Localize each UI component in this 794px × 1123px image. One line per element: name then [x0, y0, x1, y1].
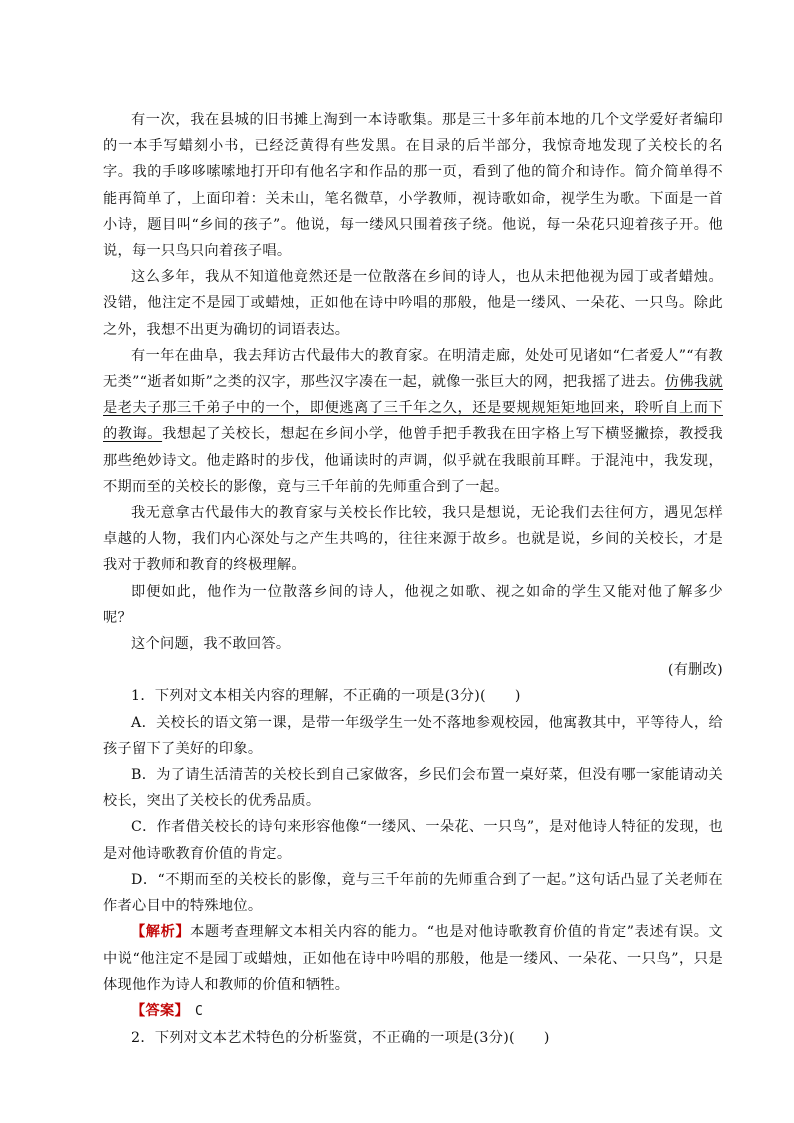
- passage-paragraph-3-end: 我想起了关校长，想起在乡间小学，他曾手把手教我在田字格上写下横竖撇捺，教授我那些绝妙诗文。他走路时的步伐，他诵读时的声调，似乎就在我眼前耳畔。于混沌中，我发现，不期而至的关校长的影像，竟与三千年前的先师重合到了一起。: [103, 426, 723, 495]
- question-1: 1．下列对文本相关内容的理解，不正确的一项是(3分)( ): [131, 688, 521, 705]
- passage-paragraph-1: 有一次，我在县城的旧书摊上淘到一本诗歌集。那是三十多年前本地的几个文学爱好者编印的一本手写蜡刻小书，已经泛黄得有些发黑。在目录的后半部分，我惊奇地发现了关校长的名字。我的手哆哆嗦嗦地打开印有他名字和作品的那一页，看到了他的简介和诗作。简介简单得不能再简单了，上面印着：关未山，笔名微草，小学教师，视诗歌如命，视学生为歌。下面是一首小诗，题目叫“乡间的孩子”。他说，每一缕风只围着孩子绕。他说，每一朵花只迎着孩子开。他说，每一只鸟只向着孩子唱。: [103, 112, 723, 260]
- underlined-sentence: 仿佛我就是老夫子那三千弟子中的一个，即便逃离了三千年之久，还是要规规矩矩地回来，聆听自上而下的教诲。: [103, 374, 724, 443]
- question-1-option-b: B．为了请生活清苦的关校长到自己家做客，乡民们会布置一桌好菜，但没有哪一家能请动关校长，突出了关校长的优秀品质。: [103, 767, 723, 810]
- passage-paragraph-3: [103, 343, 723, 500]
- passage-paragraph-5: 即便如此，他作为一位散落乡间的诗人，他视之如歌、视之如命的学生又能对他了解多少呢？: [103, 583, 723, 626]
- question-2: 2．下列对文本艺术特色的分析鉴赏，不正确的一项是(3分)( ): [131, 1030, 550, 1047]
- question-1-option-a: A．关校长的语文第一课，是带一年级学生一处不落地参观校园，他寓教其中，平等待人，给孩子留下了美好的印象。: [103, 714, 723, 757]
- analysis-paragraph: [103, 919, 723, 998]
- passage-paragraph-6: 这个问题，我不敢回答。: [131, 636, 291, 653]
- passage-paragraph-2: 这么多年，我从不知道他竟然还是一位散落在乡间的诗人，也从未把他视为园丁或者蜡烛。没错，他注定不是园丁或蜡烛，正如他在诗中吟唱的那般，他是一缕风、一朵花、一只鸟。除此之外，我想不出更为确切的词语表达。: [103, 269, 723, 338]
- analysis-text: 本题考查理解文本相关内容的能力。“也是对他诗歌教育价值的肯定”表述有误。文中说“他注定不是园丁或蜡烛，正如他在诗中吟唱的那般，他是一缕风、一朵花、一只鸟”，只是体现他作为诗人和教师的价值和牺牲。: [103, 924, 723, 993]
- answer-line: [103, 998, 723, 1025]
- question-1-option-d: D．“不期而至的关校长的影像，竟与三千年前的先师重合到了一起。”这句话凸显了关老师在作者心目中的特殊地位。: [103, 871, 723, 915]
- question-1-option-c: C．作者借关校长的诗句来形容他像“一缕风、一朵花、一只鸟”，是对他诗人特征的发现，也是对他诗歌教育价值的肯定。: [103, 819, 723, 862]
- passage-paragraph-4: 我无意拿古代最伟大的教育家与关校长作比较，我只是想说，无论我们去往何方，遇见怎样卓越的人物，我们内心深处与之产生共鸣的，往往来源于故乡。也就是说，乡间的关校长，才是我对于教师和教育的终极理解。: [103, 505, 723, 574]
- passage-paragraph-3-start: 有一年在曲阜，我去拜访古代最伟大的教育家。在明清走廊，处处可见诸如“仁者爱人”“有教无类”“逝者如斯”之类的汉字，那些汉字凑在一起，就像一张巨大的网，把我摇了进去。: [103, 347, 723, 391]
- analysis-tag: 【解析】: [131, 924, 191, 941]
- answer-value: C: [194, 1003, 204, 1019]
- document-body: [103, 107, 723, 1051]
- source-note: (有删改): [667, 662, 723, 679]
- answer-tag: 【答案】: [131, 1002, 189, 1019]
